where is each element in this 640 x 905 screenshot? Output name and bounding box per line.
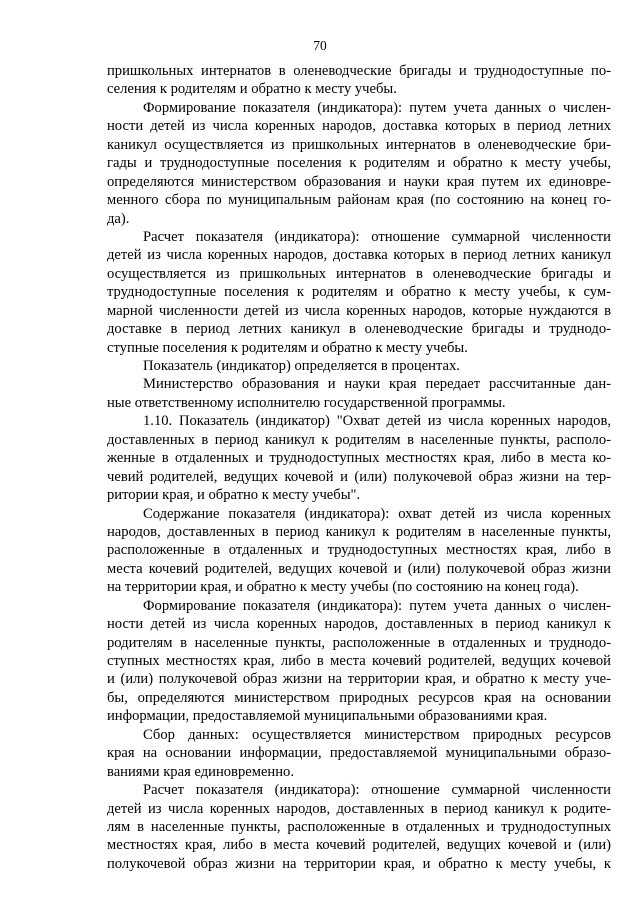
text-line: расположенные в отдаленных и труднодоступных местностях края, либо в xyxy=(107,542,611,559)
text-line: информации, предоставляемой муниципальными образованиями края. xyxy=(107,708,548,725)
text-line: менного сбора по муниципальным районам края (по состоянию на конец го- xyxy=(107,192,611,209)
text-line: доставке в период летних каникул в оленеводческие бригады и труднодо- xyxy=(107,321,611,338)
text-line: детей из числа коренных народов, доставленных в период каникул к родите- xyxy=(107,800,611,817)
text-line: да). xyxy=(107,210,130,227)
body-text xyxy=(107,62,611,873)
text-line: ступных местностях края, либо в места кочевий родителей, ведущих кочевой xyxy=(107,653,611,669)
text-line: бы, определяются министерством природных ресурсов края на основании xyxy=(107,689,611,706)
text-line: Расчет показателя (индикатора): отношение суммарной численности xyxy=(143,782,611,799)
text-line: Сбор данных: осуществляется министерством природных ресурсов xyxy=(143,726,611,743)
text-line: ваниями края единовременно. xyxy=(107,763,294,780)
text-line: Содержание показателя (индикатора): охват детей из числа коренных xyxy=(143,505,611,522)
text-line: ные ответственному исполнителю государственной программы. xyxy=(107,394,506,411)
text-line: Министерство образования и науки края передает рассчитанные дан- xyxy=(143,376,611,393)
text-line: Показатель (индикатор) определяется в процентах. xyxy=(143,358,460,374)
text-line: доставленных в период каникул к родителям в населенные пункты, располо- xyxy=(107,431,611,448)
text-line: местностях края, либо в места кочевий родителей, ведущих кочевой и (или) xyxy=(107,837,611,854)
text-line: осуществляется из пришкольных интернатов в оленеводческие бригады и xyxy=(107,265,611,282)
text-line: пришкольных интернатов в оленеводческие бригады и труднодоступные по- xyxy=(107,63,611,79)
text-line: и (или) полукочевой образ жизни на территории края, и обратно к месту уче- xyxy=(107,671,611,688)
text-line: лям в населенные пункты, расположенные в отдаленных и труднодоступных xyxy=(107,818,611,835)
text-line: на территории края, и обратно к месту учебы (по состоянию на конец года). xyxy=(107,579,579,596)
text-line: ности детей из числа коренных народов, доставленных в период каникул к xyxy=(107,616,611,633)
text-line: места кочевий родителей, ведущих кочевой и (или) полукочевой образ жизни xyxy=(107,560,611,577)
text-line: Формирование показателя (индикатора): путем учета данных о числен- xyxy=(143,99,611,116)
text-line: Расчет показателя (индикатора): отношение суммарной численности xyxy=(143,228,611,245)
text-line: детей из числа коренных народов, доставка которых в период летних каникул xyxy=(107,247,611,264)
text-line: ступные поселения к родителям и обратно к месту учебы. xyxy=(107,339,468,356)
text-line: народов, доставленных в период каникул к родителям в населенные пункты, xyxy=(107,523,611,540)
text-line: ности детей из числа коренных народов, доставка которых в период летних xyxy=(107,118,611,135)
text-line: ритории края, и обратно к месту учебы". xyxy=(107,487,361,504)
text-line: полукочевой образ жизни на территории края, и обратно к месту учебы, к xyxy=(107,855,611,872)
text-line: края на основании информации, предоставляемой муниципальными образо- xyxy=(107,745,611,762)
text-line: каникул осуществляется из пришкольных интернатов в оленеводческие бри- xyxy=(107,136,611,153)
text-line: родителям в населенные пункты, расположенные в отдаленных и труднодо- xyxy=(107,634,611,651)
text-line: труднодоступные поселения к родителям и обратно к месту учебы, к сум- xyxy=(107,284,611,301)
text-line: определяются министерством образования и науки края путем их единовре- xyxy=(107,173,611,190)
text-line: гады и труднодоступные поселения к родителям и обратно к месту учебы, xyxy=(107,155,611,172)
text-line: марной численности детей из числа коренных народов, которые нуждаются в xyxy=(107,302,611,319)
text-line: 1.10. Показатель (индикатор) "Охват детей из числа коренных народов, xyxy=(143,413,611,430)
page-number: 70 xyxy=(313,38,327,53)
text-line: женные в отдаленных и труднодоступных местностях края, либо в места ко- xyxy=(107,450,611,467)
text-line: селения к родителям и обратно к месту учебы. xyxy=(107,81,397,98)
text-line: чевий родителей, ведущих кочевой и (или) полукочевой образ жизни на тер- xyxy=(107,468,611,485)
text-line: Формирование показателя (индикатора): путем учета данных о числен- xyxy=(143,597,611,614)
